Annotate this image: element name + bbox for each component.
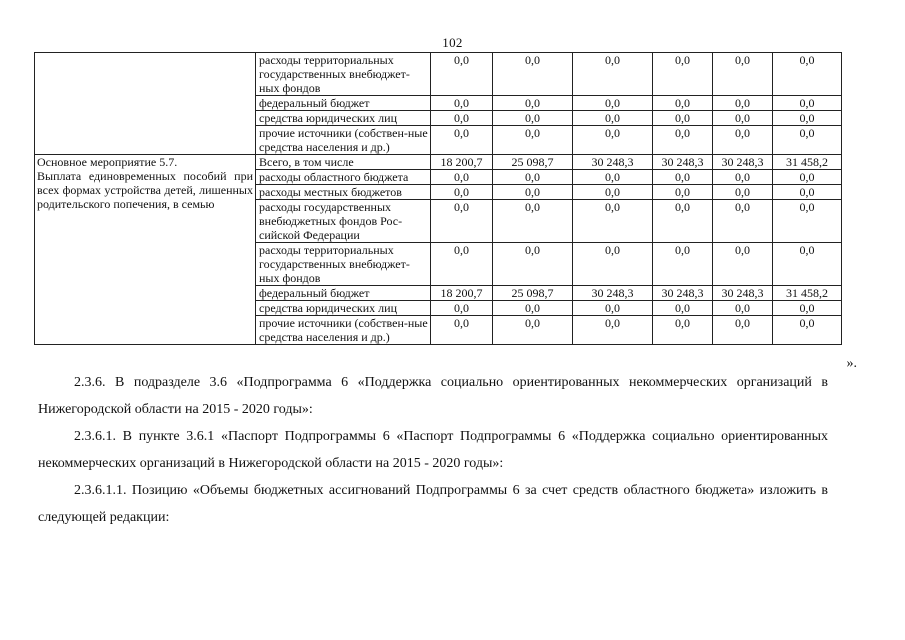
funding-source-label: средства юридических лиц xyxy=(256,301,431,316)
year-value: 31 458,2 xyxy=(773,286,842,301)
year-value: 0,0 xyxy=(773,111,842,126)
year-value: 0,0 xyxy=(493,126,573,155)
year-value: 0,0 xyxy=(431,111,493,126)
year-value: 0,0 xyxy=(573,316,653,345)
previous-event-cell xyxy=(35,53,256,155)
year-value: 0,0 xyxy=(573,53,653,96)
funding-source-label: расходы областного бюджета xyxy=(256,170,431,185)
year-value: 0,0 xyxy=(493,243,573,286)
year-value: 0,0 xyxy=(431,96,493,111)
paragraph-text: 2.3.6. В подразделе 3.6 «Подпрограмма 6 «Поддержка социально ориентированных некоммерческих организаций в Нижегородской области на 2015 - 2020 годы»: xyxy=(38,375,828,417)
year-value: 0,0 xyxy=(713,243,773,286)
year-value: 0,0 xyxy=(713,170,773,185)
paragraph-2-3-6 xyxy=(38,369,828,423)
paragraph-text: 2.3.6.1.1. Позицию «Объемы бюджетных ассигнований Подпрограммы 6 за счет средств областного бюджета» изложить в следующей редакции: xyxy=(38,483,828,525)
funding-source-label: расходы государственных внебюджетных фондов Рос-сийской Федерации xyxy=(256,200,431,243)
year-value: 0,0 xyxy=(653,111,713,126)
year-value: 0,0 xyxy=(773,243,842,286)
year-value: 30 248,3 xyxy=(573,286,653,301)
year-value: 0,0 xyxy=(653,200,713,243)
funding-source-label: средства юридических лиц xyxy=(256,111,431,126)
paragraph-text: 2.3.6.1. В пункте 3.6.1 «Паспорт Подпрограммы 6 «Паспорт Подпрограммы 6 «Поддержка социально ориентированных некоммерческих организаций в Нижегородской области на 2015 - 2020 годы»: xyxy=(38,429,828,471)
year-value: 0,0 xyxy=(773,185,842,200)
year-value: 0,0 xyxy=(493,316,573,345)
year-value: 0,0 xyxy=(653,126,713,155)
year-value: 0,0 xyxy=(431,200,493,243)
paragraph-2-3-6-1-1 xyxy=(38,477,828,531)
year-value: 0,0 xyxy=(713,301,773,316)
year-value: 0,0 xyxy=(653,316,713,345)
paragraph-2-3-6-1 xyxy=(38,423,828,477)
funding-source-label: федеральный бюджет xyxy=(256,96,431,111)
table-row xyxy=(35,53,842,96)
year-value: 18 200,7 xyxy=(431,286,493,301)
year-value: 0,0 xyxy=(713,316,773,345)
year-value: 0,0 xyxy=(431,316,493,345)
year-value: 0,0 xyxy=(573,96,653,111)
year-value: 0,0 xyxy=(493,185,573,200)
year-value: 0,0 xyxy=(431,243,493,286)
year-value: 0,0 xyxy=(653,301,713,316)
page-number: 102 xyxy=(442,35,463,50)
funding-source-label: расходы территориальных государственных внебюджет-ных фондов xyxy=(256,243,431,286)
year-value: 30 248,3 xyxy=(653,286,713,301)
year-value: 0,0 xyxy=(493,53,573,96)
funding-source-label: расходы местных бюджетов xyxy=(256,185,431,200)
year-value: 30 248,3 xyxy=(713,286,773,301)
year-value: 0,0 xyxy=(713,126,773,155)
year-value: 0,0 xyxy=(493,111,573,126)
main-event-cell xyxy=(35,155,256,345)
year-value: 25 098,7 xyxy=(493,286,573,301)
year-value: 31 458,2 xyxy=(773,155,842,170)
year-value: 0,0 xyxy=(431,185,493,200)
year-value: 0,0 xyxy=(713,96,773,111)
closing-quote: ». xyxy=(846,356,857,371)
year-value: 0,0 xyxy=(653,170,713,185)
year-value: 0,0 xyxy=(773,301,842,316)
funding-source-label: прочие источники (собствен-ные средства населения и др.) xyxy=(256,126,431,155)
funding-source-label: Всего, в том числе xyxy=(256,155,431,170)
year-value: 0,0 xyxy=(773,96,842,111)
year-value: 0,0 xyxy=(713,200,773,243)
year-value: 0,0 xyxy=(653,243,713,286)
year-value: 0,0 xyxy=(653,96,713,111)
year-value: 0,0 xyxy=(431,301,493,316)
year-value: 18 200,7 xyxy=(431,155,493,170)
year-value: 0,0 xyxy=(653,53,713,96)
year-value: 30 248,3 xyxy=(653,155,713,170)
year-value: 0,0 xyxy=(573,126,653,155)
table-row xyxy=(35,155,842,170)
funding-source-label: расходы территориальных государственных внебюджет-ных фондов xyxy=(256,53,431,96)
year-value: 0,0 xyxy=(431,126,493,155)
year-value: 0,0 xyxy=(431,170,493,185)
year-value: 0,0 xyxy=(573,170,653,185)
year-value: 0,0 xyxy=(773,53,842,96)
year-value: 0,0 xyxy=(773,316,842,345)
year-value: 0,0 xyxy=(493,200,573,243)
funding-source-label: прочие источники (собствен-ные средства населения и др.) xyxy=(256,316,431,345)
funding-source-label: федеральный бюджет xyxy=(256,286,431,301)
year-value: 0,0 xyxy=(573,111,653,126)
main-event-description: Выплата единовременных пособий при всех формах устройства детей, лишенных родительского попечения, в семью xyxy=(37,169,253,211)
year-value: 0,0 xyxy=(573,243,653,286)
budget-table xyxy=(34,52,842,345)
year-value: 0,0 xyxy=(493,301,573,316)
year-value: 0,0 xyxy=(713,185,773,200)
year-value: 25 098,7 xyxy=(493,155,573,170)
year-value: 30 248,3 xyxy=(573,155,653,170)
year-value: 0,0 xyxy=(773,200,842,243)
year-value: 0,0 xyxy=(773,170,842,185)
year-value: 0,0 xyxy=(713,111,773,126)
year-value: 0,0 xyxy=(573,185,653,200)
year-value: 0,0 xyxy=(573,301,653,316)
year-value: 0,0 xyxy=(713,53,773,96)
year-value: 0,0 xyxy=(653,185,713,200)
year-value: 0,0 xyxy=(493,96,573,111)
year-value: 0,0 xyxy=(773,126,842,155)
main-event-title: Основное мероприятие 5.7. xyxy=(37,155,178,169)
year-value: 0,0 xyxy=(573,200,653,243)
year-value: 0,0 xyxy=(493,170,573,185)
year-value: 30 248,3 xyxy=(713,155,773,170)
year-value: 0,0 xyxy=(431,53,493,96)
